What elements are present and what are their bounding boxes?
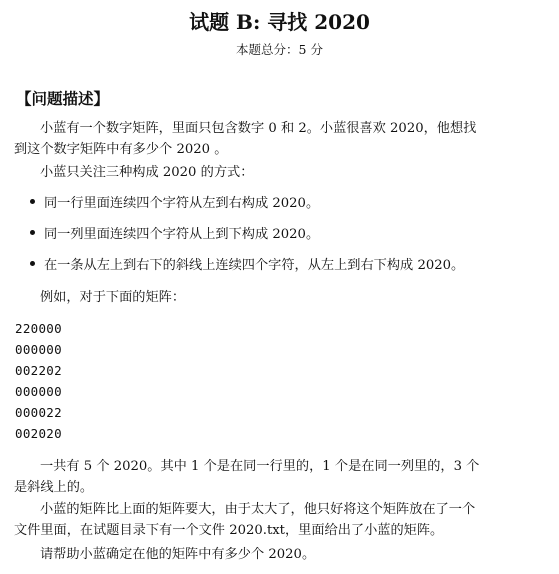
bullet-item-diagonal xyxy=(30,256,464,276)
paragraph-example: 例如，对于下面的矩阵： xyxy=(40,290,186,305)
bullet-text: 同一列里面连续四个字符从上到下构成 2020。 xyxy=(44,227,320,242)
paragraph-example-count: 一共有 5 个 2020。其中 1 个是在同一行里的，1 个是在同一列里的，3 个是斜线上的。 xyxy=(14,459,480,495)
matrix-row: 000000 xyxy=(15,384,62,399)
matrix-row: 220000 xyxy=(15,321,62,336)
bullet-dot-icon xyxy=(30,261,35,266)
bullet-dot-icon xyxy=(30,199,35,204)
example-matrix xyxy=(15,318,62,444)
problem-title: 试题 B: 寻找 2020 xyxy=(189,10,370,34)
bullet-text: 在一条从左上到右下的斜线上连续四个字符，从左上到右下构成 2020。 xyxy=(44,258,465,273)
matrix-row: 002202 xyxy=(15,363,62,378)
problem-score: 本题总分：5 分 xyxy=(236,42,323,57)
paragraph-intro: 小蓝有一个数字矩阵，里面只包含数字 0 和 2。小蓝很喜欢 2020，他想找到这个数字矩阵中有多少个 2020 。 xyxy=(14,121,477,157)
bullet-dot-icon xyxy=(30,230,35,235)
section-heading-problem-description: 【问题描述】 xyxy=(16,89,110,108)
bullet-item-row xyxy=(30,194,319,214)
matrix-row: 000022 xyxy=(15,405,62,420)
paragraph-three-ways: 小蓝只关注三种构成 2020 的方式： xyxy=(40,165,254,180)
paragraph-file-description: 小蓝的矩阵比上面的矩阵要大，由于太大了，他只好将这个矩阵放在了一个文件里面，在试题目录下有一个文件 2020.txt，里面给出了小蓝的矩阵。 xyxy=(14,502,476,538)
matrix-row: 002020 xyxy=(15,426,62,441)
bullet-item-column xyxy=(30,225,319,245)
paragraph-task: 请帮助小蓝确定在他的矩阵中有多少个 2020。 xyxy=(40,547,316,562)
matrix-row: 000000 xyxy=(15,342,62,357)
bullet-text: 同一行里面连续四个字符从左到右构成 2020。 xyxy=(44,196,320,211)
